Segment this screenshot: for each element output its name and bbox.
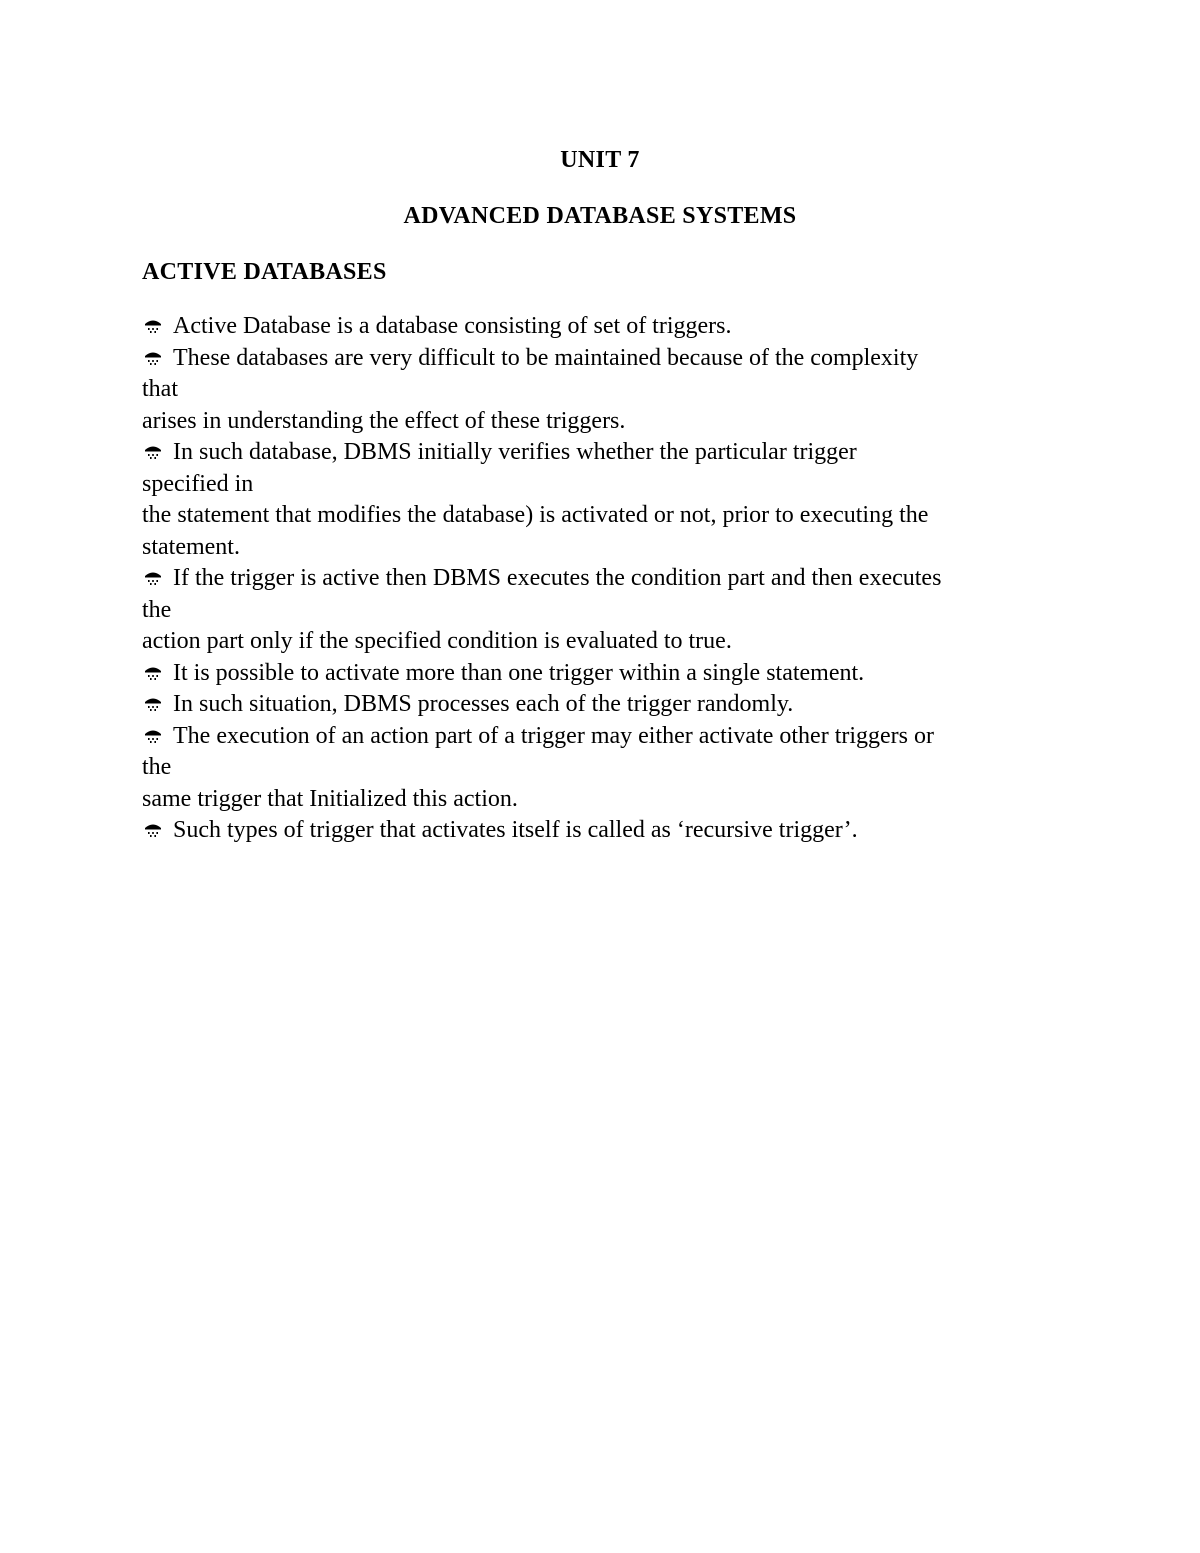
wingdings-bullet-icon xyxy=(142,350,164,366)
text-line xyxy=(142,311,1072,343)
text-line xyxy=(142,752,1072,784)
line-text: the xyxy=(142,754,172,780)
text-line xyxy=(142,469,1072,501)
line-text: that xyxy=(142,376,178,402)
wingdings-bullet-icon xyxy=(142,570,164,586)
text-line xyxy=(142,343,1072,375)
line-text: It is possible to activate more than one trigger within a single statement. xyxy=(173,659,865,686)
line-text: the statement that modifies the database) is activated or not, prior to executing the xyxy=(142,502,929,528)
text-line xyxy=(142,532,1072,564)
line-text: the xyxy=(142,596,172,623)
line-text: same trigger that Initialized this action. xyxy=(142,785,518,812)
line-text: If the trigger is active then DBMS executes the condition part and then executes xyxy=(173,565,942,591)
wingdings-bullet-icon xyxy=(142,444,164,460)
text-line xyxy=(142,658,1072,690)
text-line xyxy=(142,784,1072,816)
line-text: In such database, DBMS initially verifies whether the particular trigger xyxy=(173,439,857,465)
text-line xyxy=(142,689,1072,721)
text-line xyxy=(142,374,1072,406)
wingdings-bullet-icon xyxy=(142,318,164,334)
line-text: Such types of trigger that activates itself is called as ‘recursive trigger’. xyxy=(173,817,858,843)
text-line xyxy=(142,563,1072,595)
wingdings-bullet-icon xyxy=(142,728,164,744)
text-line xyxy=(142,500,1072,532)
text-line xyxy=(142,721,1072,753)
text-line xyxy=(142,437,1072,469)
section-heading: ACTIVE DATABASES xyxy=(142,259,387,285)
line-text: In such situation, DBMS processes each of the trigger randomly. xyxy=(173,691,794,717)
line-text: arises in understanding the effect of these triggers. xyxy=(142,407,626,434)
wingdings-bullet-icon xyxy=(142,822,164,838)
unit-number: UNIT 7 xyxy=(560,147,640,173)
text-line xyxy=(142,406,1072,438)
wingdings-bullet-icon xyxy=(142,696,164,712)
text-line xyxy=(142,626,1072,658)
body-text xyxy=(142,311,1072,847)
line-text: action part only if the specified condition is evaluated to true. xyxy=(142,628,732,654)
text-line xyxy=(142,595,1072,627)
page-title: ADVANCED DATABASE SYSTEMS xyxy=(403,203,797,229)
line-text: The execution of an action part of a trigger may either activate other triggers or xyxy=(173,722,935,749)
line-text: statement. xyxy=(142,533,240,560)
text-line xyxy=(142,815,1072,847)
wingdings-bullet-icon xyxy=(142,665,164,681)
line-text: Active Database is a database consisting of set of triggers. xyxy=(173,313,732,339)
line-text: These databases are very difficult to be maintained because of the complexity xyxy=(173,344,919,371)
line-text: specified in xyxy=(142,470,254,497)
